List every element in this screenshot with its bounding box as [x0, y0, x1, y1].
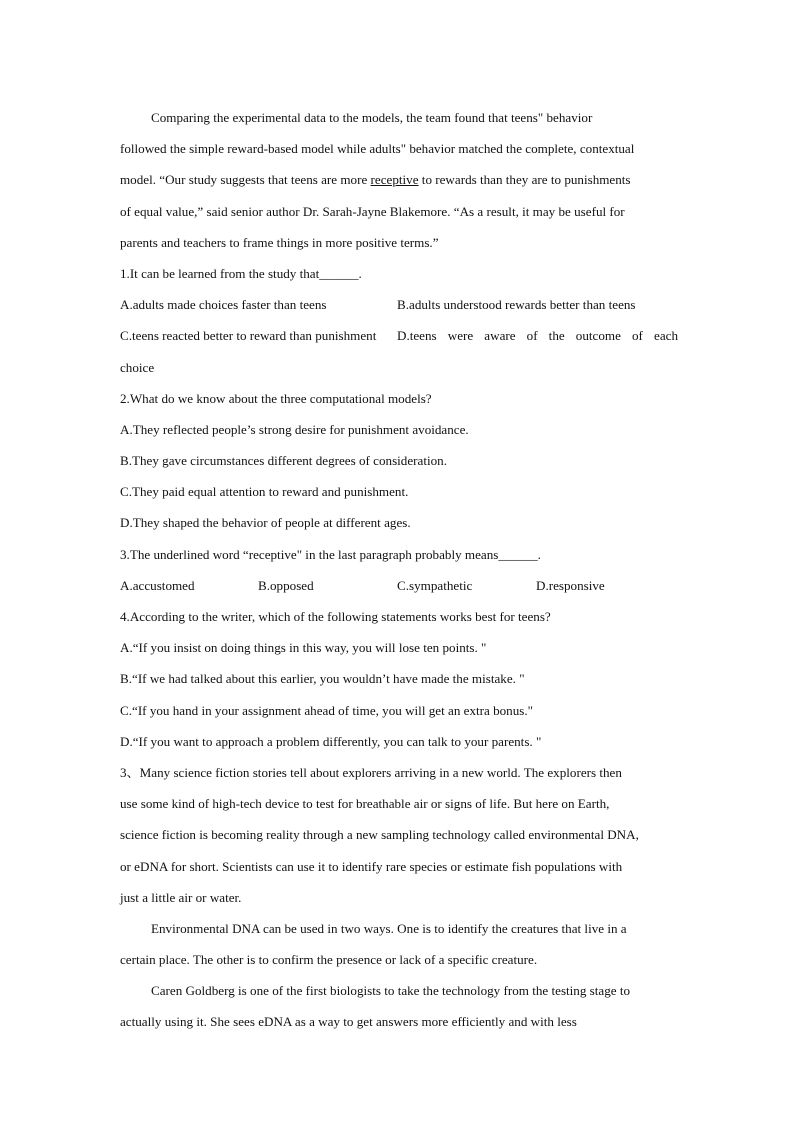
text-run: model. “Our study suggests that teens are more [120, 172, 371, 188]
option-c: C.teens reacted better to reward than punishment [120, 328, 377, 344]
option-d: D.teens were aware of the outcome of each [397, 328, 678, 344]
text-run: to rewards than they are to punishments [418, 172, 631, 188]
option-d-continued: choice [120, 359, 155, 375]
paragraph-line: Environmental DNA can be used in two ways. One is to identify the creatures that live in a [151, 920, 627, 936]
paragraph-line [120, 164, 678, 195]
option-row [120, 289, 678, 320]
paragraph-line: Caren Goldberg is one of the first biologists to take the technology from the testing stage to [151, 983, 631, 999]
paragraph-line: certain place. The other is to confirm the presence or lack of a specific creature. [120, 952, 538, 968]
option-b: B.opposed [258, 577, 314, 593]
paragraph-line: actually using it. She sees eDNA as a way to get answers more efficiently and with less [120, 1014, 577, 1030]
paragraph-line: parents and teachers to frame things in more positive terms.” [120, 234, 439, 250]
passage-part2 [120, 757, 678, 1038]
option-c: C.sympathetic [397, 577, 473, 593]
option-row [120, 320, 678, 351]
option-d: D.“If you want to approach a problem differently, you can talk to your parents. " [120, 733, 542, 749]
option-a: A.“If you insist on doing things in this way, you will lose ten points. " [120, 640, 487, 656]
option-row [120, 570, 678, 601]
question-4 [120, 601, 678, 757]
option-a: A.accustomed [120, 577, 195, 593]
paragraph-line: 3、Many science fiction stories tell about explorers arriving in a new world. The explorers then [120, 764, 622, 780]
paragraph-line: science fiction is becoming reality through a new sampling technology called environmental DNA, [120, 827, 639, 843]
option-d: D.They shaped the behavior of people at different ages. [120, 515, 411, 531]
paragraph-line: followed the simple reward-based model while adults" behavior matched the complete, contextual [120, 141, 635, 157]
option-b: B.adults understood rewards better than teens [397, 297, 636, 313]
paragraph-line: use some kind of high-tech device to test for breathable air or signs of life. But here on Earth, [120, 796, 610, 812]
question-1 [120, 258, 678, 383]
option-a: A.adults made choices faster than teens [120, 297, 327, 313]
question-2 [120, 383, 678, 539]
paragraph-line: or eDNA for short. Scientists can use it to identify rare species or estimate fish populations with [120, 858, 623, 874]
paragraph-line: just a little air or water. [120, 889, 242, 905]
option-d: D.responsive [536, 577, 605, 593]
paragraph-line: of equal value,” said senior author Dr. Sarah-Jayne Blakemore. “As a result, it may be useful for [120, 203, 625, 219]
underlined-word: receptive [370, 172, 419, 188]
option-a: A.They reflected people’s strong desire for punishment avoidance. [120, 421, 469, 437]
question-stem: 4.According to the writer, which of the following statements works best for teens? [120, 609, 551, 624]
question-stem: 2.What do we know about the three computational models? [120, 390, 432, 406]
option-b: B.“If we had talked about this earlier, you wouldn’t have made the mistake. " [120, 671, 525, 687]
question-stem: 3.The underlined word “receptive" in the last paragraph probably means______. [120, 546, 541, 562]
question-3 [120, 539, 678, 601]
paragraph-line: Comparing the experimental data to the models, the team found that teens" behavior [151, 110, 593, 125]
option-c: C.They paid equal attention to reward and punishment. [120, 484, 409, 500]
question-stem: 1.It can be learned from the study that______. [120, 265, 362, 281]
passage-part1 [120, 102, 678, 258]
option-c: C.“If you hand in your assignment ahead of time, you will get an extra bonus." [120, 702, 533, 718]
option-b: B.They gave circumstances different degrees of consideration. [120, 453, 447, 469]
